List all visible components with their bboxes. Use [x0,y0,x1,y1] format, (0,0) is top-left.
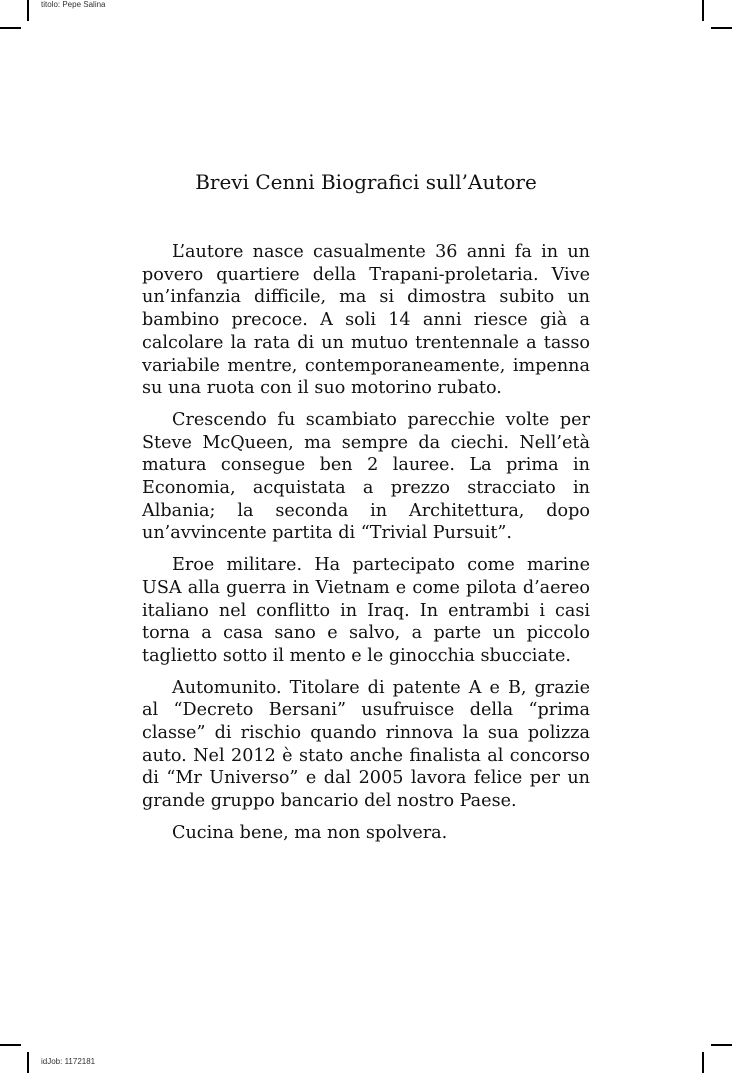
paragraph-birth: L’autore nasce casualmente 36 anni fa in un povero quartiere della Trapani-proletaria. Vive un’infanzia difficile, ma si dimostra subito un bambino precoce. A soli 14 anni riesce già a calcolare la rata di un mutuo trentennale a tasso variabile mentre, contemporaneamente, impenna su una ruota con il suo motorino rubato. [142,242,590,399]
paragraph-career: Automunito. Titolare di patente A e B, grazie al “Decreto Bersani” usufruisce della “prima classe” di rischio quando rinnova la sua polizza auto. Nel 2012 è stato anche finalista al concorso di “Mr Universo” e dal 2005 lavora felice per un grande gruppo bancario del nostro Paese. [142,677,590,812]
page-title: Brevi Cenni Biografici sull’Autore [195,170,537,194]
crop-mark-bottom-left-horizontal [0,1044,21,1046]
crop-mark-bottom-right-horizontal [711,1044,732,1046]
crop-mark-top-right-vertical [702,0,704,21]
header-slug: titolo: Pepe Salina [41,0,106,9]
paragraph-closing: Cucina bene, ma non spolvera. [172,822,448,843]
paragraph-military: Eroe militare. Ha partecipato come marine USA alla guerra in Vietnam e come pilota d’aereo italiano nel conflitto in Iraq. In entrambi i casi torna a casa sano e salvo, a parte un piccolo taglietto sotto il mento e le ginocchia sbucciate. [142,555,590,666]
crop-mark-bottom-left-vertical [27,1052,29,1073]
biography-body [142,241,590,854]
crop-mark-top-left-vertical [27,0,29,21]
paragraph-education: Crescendo fu scambiato parecchie volte per Steve McQueen, ma sempre da ciechi. Nell’età matura consegue ben 2 lauree. La prima in Economia, acquistata a prezzo stracciato in Albania; la seconda in Architettura, dopo un’avvincente partita di “Trivial Pursuit”. [142,409,590,544]
crop-mark-top-right-horizontal [711,27,732,29]
crop-mark-bottom-right-vertical [702,1052,704,1073]
crop-mark-top-left-horizontal [0,27,21,29]
footer-slug: idJob: 1172181 [41,1057,96,1066]
